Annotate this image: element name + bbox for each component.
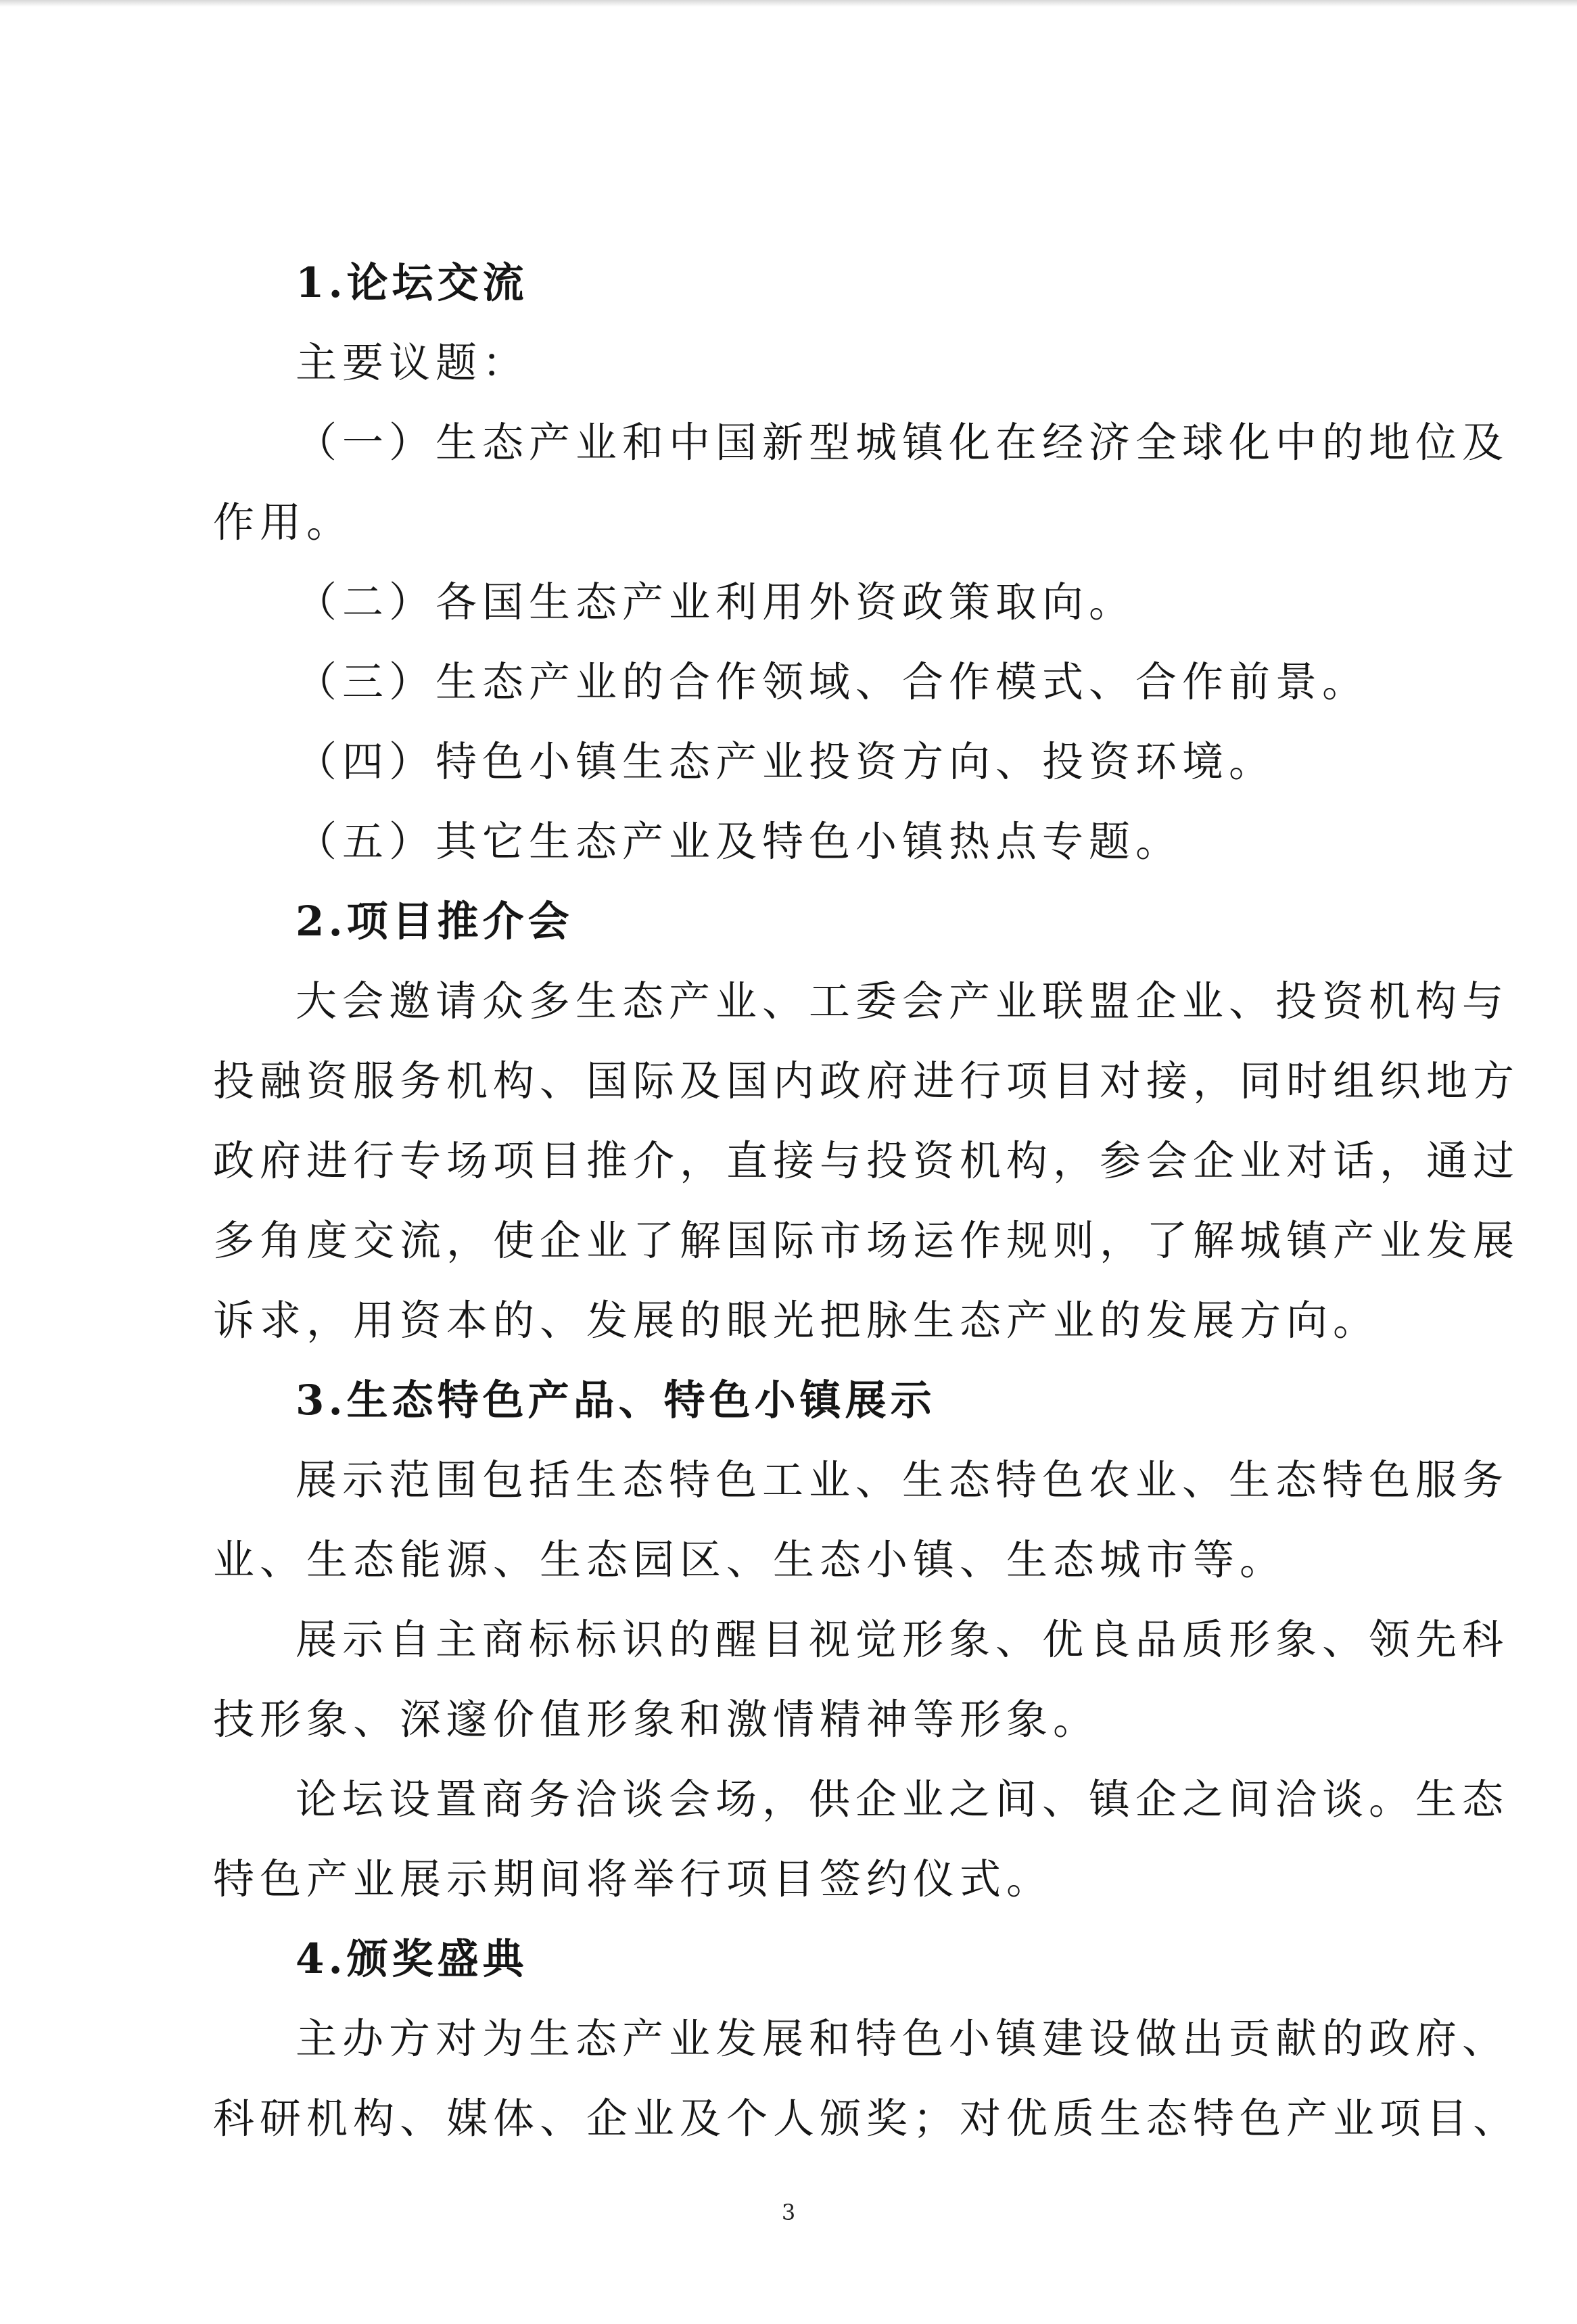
section-2-para-line: 大会邀请众多生态产业、工委会产业联盟企业、投资机构与 xyxy=(296,977,1509,1025)
section-4-para-line: 科研机构、媒体、企业及个人颁奖；对优质生态特色产业项目、 xyxy=(213,2095,1520,2143)
topic-5: （五）其它生态产业及特色小镇热点专题。 xyxy=(296,818,1183,866)
topic-2: （二）各国生态产业利用外资政策取向。 xyxy=(296,578,1136,626)
section-2-para-line: 政府进行专场项目推介，直接与投资机构，参会企业对话，通过 xyxy=(213,1137,1520,1185)
topics-label: 主要议题： xyxy=(296,339,529,387)
scan-edge xyxy=(0,0,1577,7)
section-4-para-line: 主办方对为生态产业发展和特色小镇建设做出贡献的政府、 xyxy=(296,2015,1509,2063)
section-3-para-2-line: 展示自主商标标识的醒目视觉形象、优良品质形象、领先科 xyxy=(296,1616,1509,1664)
section-3-title: 3.生态特色产品、特色小镇展示 xyxy=(296,1376,936,1424)
topic-1-line-1: （一）生态产业和中国新型城镇化在经济全球化中的地位及 xyxy=(296,419,1509,467)
section-2-para-line: 多角度交流，使企业了解国际市场运作规则，了解城镇产业发展 xyxy=(213,1217,1520,1265)
section-3-para-3-line: 特色产业展示期间将举行项目签约仪式。 xyxy=(213,1855,1054,1903)
page-number: 3 xyxy=(781,2200,796,2225)
section-2-para-line: 诉求，用资本的、发展的眼光把脉生态产业的发展方向。 xyxy=(213,1297,1380,1345)
section-4-title: 4.颁奖盛典 xyxy=(296,1935,528,1983)
topic-4: （四）特色小镇生态产业投资方向、投资环境。 xyxy=(296,738,1276,786)
section-2-para-line: 投融资服务机构、国际及国内政府进行项目对接，同时组织地方 xyxy=(213,1057,1520,1105)
section-1-title: 1.论坛交流 xyxy=(296,259,528,307)
document-body xyxy=(213,243,1520,2159)
section-3-para-1-line: 展示范围包括生态特色工业、生态特色农业、生态特色服务 xyxy=(296,1456,1509,1504)
topic-3: （三）生态产业的合作领域、合作模式、合作前景。 xyxy=(296,658,1369,706)
section-3-para-2-line: 技形象、深邃价值形象和激情精神等形象。 xyxy=(213,1696,1100,1744)
section-3-para-3-line: 论坛设置商务洽谈会场，供企业之间、镇企之间洽谈。生态 xyxy=(296,1775,1509,1823)
section-3-para-1-line: 业、生态能源、生态园区、生态小镇、生态城市等。 xyxy=(213,1536,1287,1584)
topic-1-line-2: 作用。 xyxy=(213,498,354,547)
section-2-title: 2.项目推介会 xyxy=(296,898,573,946)
